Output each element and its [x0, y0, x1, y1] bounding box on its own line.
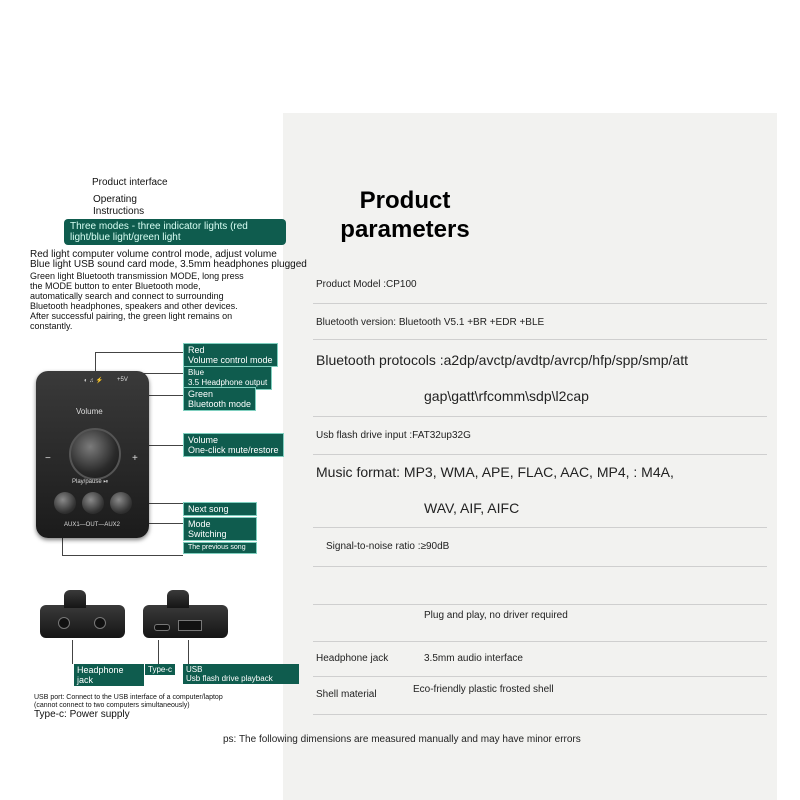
blue-mode-text: Blue light USB sound card mode, 3.5mm headphones plugged [30, 259, 307, 270]
divider [313, 641, 767, 642]
typec-supply-note: Type-c: Power supply [34, 709, 130, 720]
usb-port-note: USB port: Connect to the USB interface of a computer/laptop [34, 694, 223, 701]
next-button [110, 492, 132, 514]
divider [313, 676, 767, 677]
three-modes-banner: Three modes - three indicator lights (red light/blue light/green light [64, 219, 286, 245]
tag-mode: Mode Switching [183, 517, 257, 541]
knob-side [64, 590, 86, 608]
tag-blue-headphone: Blue 3.5 Headphone output [183, 366, 272, 390]
tag-green-bluetooth: Green Bluetooth mode [183, 387, 256, 411]
operating-instructions-label: Operating Instructions [93, 194, 145, 217]
tag-red-volume: Red Volume control mode [183, 343, 278, 367]
tag-volume: Volume One-click mute/restore [183, 433, 284, 457]
param-shell-label: Shell material [316, 689, 377, 700]
divider [313, 454, 767, 455]
play-pause-label: Play/pause ⏯ [72, 479, 109, 485]
param-bt-protocols-cont: gap\gatt\rfcomm\sdp\l2cap [424, 388, 589, 404]
tag-typec: Type-c [145, 664, 175, 675]
dc-label: +5V [117, 377, 128, 383]
divider [313, 416, 767, 417]
param-music: Music format: MP3, WMA, APE, FLAC, AAC, MP4, : M4A, [316, 464, 674, 480]
tag-next-song: Next song [183, 502, 257, 516]
divider [313, 339, 767, 340]
divider [313, 303, 767, 304]
minus-icon: − [45, 453, 51, 464]
tag-headphone-jack: Headphone jack [74, 664, 144, 686]
tag-previous-song: The previous song [183, 542, 257, 554]
device-volume-label: Volume [76, 407, 103, 416]
page-title: Product parameters [340, 187, 470, 243]
headphone-port-icon [94, 617, 106, 629]
param-headphone-label: Headphone jack [316, 653, 389, 664]
indicator-icons: ◐ ♫ ⚡ [84, 378, 103, 384]
param-shell-value: Eco-friendly plastic frosted shell [413, 684, 554, 695]
mode-button [82, 492, 104, 514]
leader-line [188, 640, 189, 664]
usb-port-note-2: (cannot connect to two computers simultaneously) [34, 702, 190, 709]
divider [313, 714, 767, 715]
leader-line [62, 555, 183, 556]
usb-port-icon [178, 620, 202, 631]
divider [313, 604, 767, 605]
divider [313, 527, 767, 528]
green-mode-text: Green light Bluetooth transmission MODE, long press the MODE button to enter Bluetooth mode, automatically search and connect to surrounding Bluetooth headphones, speakers and other devices. After successful pairing, the green light remains on constantly. [30, 271, 244, 331]
red-mode-text: Red light computer volume control mode, adjust volume [30, 249, 277, 260]
device-side-headphone-image [40, 605, 125, 638]
param-bt-version: Bluetooth version: Bluetooth V5.1 +BR +EDR +BLE [316, 317, 545, 328]
tag-usb-playback: USB Usb flash drive playback [183, 664, 299, 684]
leader-line [158, 640, 159, 664]
headphone-port-icon [58, 617, 70, 629]
param-usb-input: Usb flash drive input :FAT32up32G [316, 430, 471, 441]
aux-label: AUX1—OUT—AUX2 [64, 522, 121, 528]
divider [313, 566, 767, 567]
leader-line [72, 640, 73, 664]
plus-icon: + [132, 453, 138, 464]
previous-button [54, 492, 76, 514]
leader-line [95, 352, 183, 353]
dimensions-note: ps: The following dimensions are measured manually and may have minor errors [223, 734, 581, 745]
param-model: Product Model :CP100 [316, 279, 417, 290]
param-plug-play: Plug and play, no driver required [424, 610, 568, 621]
param-music-cont: WAV, AIF, AIFC [424, 500, 520, 516]
volume-knob [69, 428, 121, 480]
param-headphone-value: 3.5mm audio interface [424, 653, 523, 664]
param-snr: Signal-to-noise ratio :≥90dB [326, 541, 450, 552]
knob-side [167, 590, 189, 608]
product-interface-label: Product interface [92, 177, 168, 188]
param-bt-protocols: Bluetooth protocols :a2dp/avctp/avdtp/avrcp/hfp/spp/smp/att [316, 352, 688, 368]
typec-port-icon [154, 624, 170, 631]
